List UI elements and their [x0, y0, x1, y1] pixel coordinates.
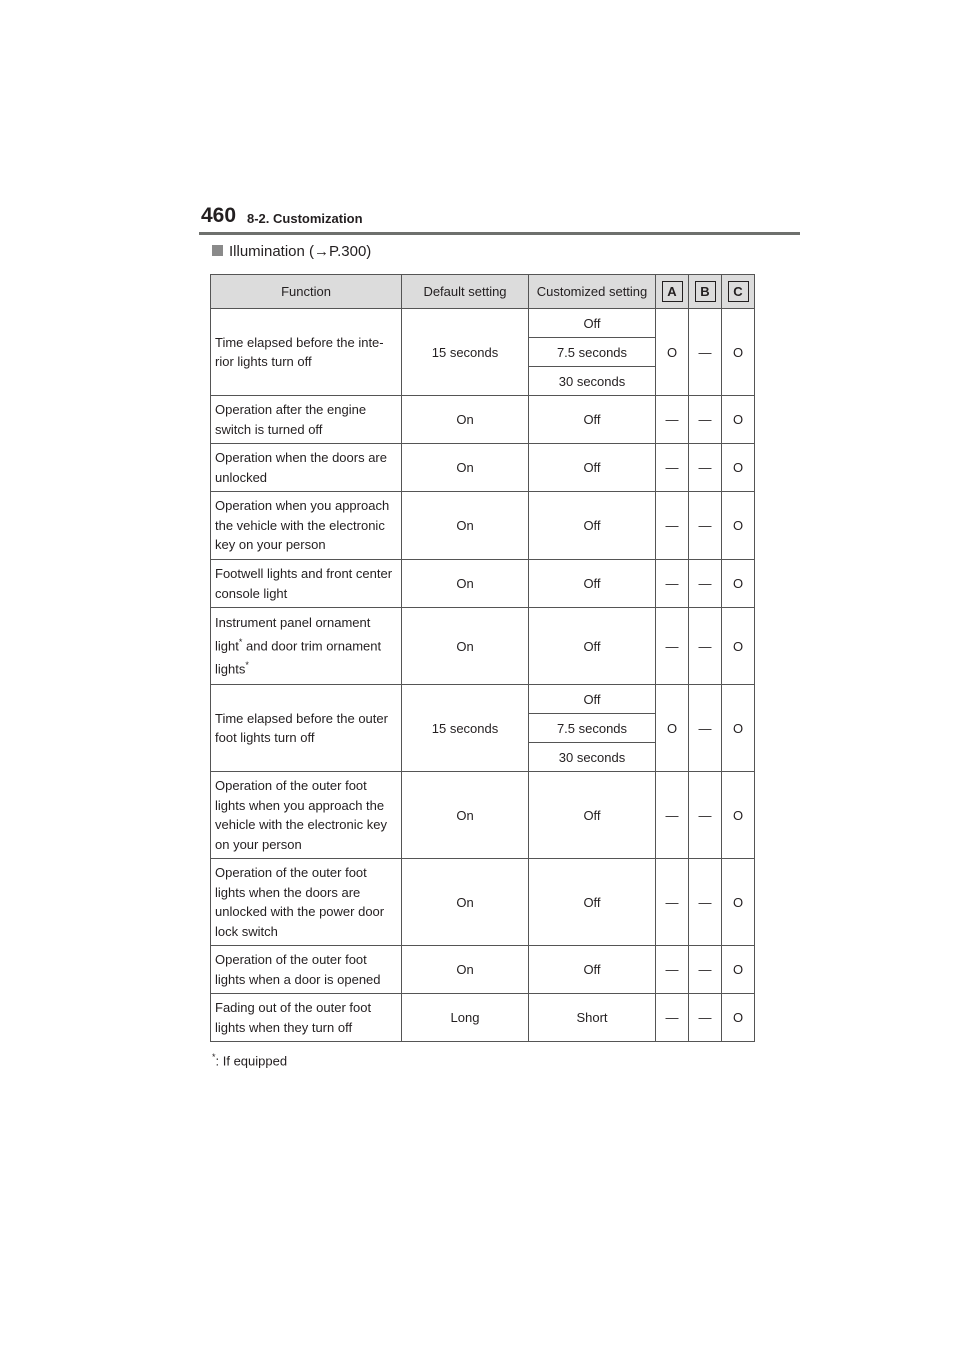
bullet-square-icon — [212, 245, 223, 256]
function-cell: Operation when the doors are unlocked — [211, 444, 402, 492]
col-c-cell: O — [722, 492, 755, 560]
header-col-c — [722, 275, 755, 309]
subsection-heading — [212, 243, 371, 260]
option-cell: 30 seconds — [529, 743, 656, 772]
option-cell: 7.5 seconds — [529, 338, 656, 367]
col-b-cell: — — [689, 560, 722, 608]
custom-cell: Off — [529, 396, 656, 444]
col-b-cell: — — [689, 994, 722, 1042]
default-cell: On — [402, 444, 529, 492]
letter-a-icon: A — [662, 281, 683, 302]
col-c-cell: O — [722, 309, 755, 396]
function-cell: Fading out of the outer foot lights when they turn off — [211, 994, 402, 1042]
function-text: and door trim ornament lights — [215, 638, 382, 677]
customization-table — [210, 274, 755, 1042]
table-row — [211, 560, 755, 608]
col-a-cell: — — [656, 994, 689, 1042]
col-c-cell: O — [722, 859, 755, 946]
col-c-cell: O — [722, 396, 755, 444]
header-col-a — [656, 275, 689, 309]
letter-c-icon: C — [728, 281, 749, 302]
col-a-cell: — — [656, 396, 689, 444]
col-a-cell: — — [656, 608, 689, 685]
function-cell: Time elapsed before the outer foot lights turn off — [211, 685, 402, 772]
col-c-cell: O — [722, 560, 755, 608]
table-row — [211, 772, 755, 859]
col-a-cell: — — [656, 946, 689, 994]
col-a-cell: O — [656, 309, 689, 396]
function-cell: Footwell lights and front center console light — [211, 560, 402, 608]
table-header-row — [211, 275, 755, 309]
col-b-cell: — — [689, 396, 722, 444]
header-rule — [199, 232, 800, 235]
col-c-cell: O — [722, 444, 755, 492]
default-cell: On — [402, 396, 529, 444]
default-cell: Long — [402, 994, 529, 1042]
function-cell: Time elapsed before the inte-rior lights turn off — [211, 309, 402, 396]
default-cell: On — [402, 772, 529, 859]
custom-cell: Off — [529, 492, 656, 560]
page-number: 460 — [201, 204, 237, 227]
table-row — [211, 492, 755, 560]
function-cell — [211, 608, 402, 685]
default-cell: 15 seconds — [402, 685, 529, 772]
function-cell: Operation of the outer foot lights when the doors are unlocked with the power door lock switch — [211, 859, 402, 946]
option-cell: 30 seconds — [529, 367, 656, 396]
default-cell: On — [402, 492, 529, 560]
col-b-cell: — — [689, 309, 722, 396]
custom-cell: Off — [529, 859, 656, 946]
default-cell: On — [402, 560, 529, 608]
function-cell: Operation when you approach the vehicle with the electronic key on your person — [211, 492, 402, 560]
col-b-cell: — — [689, 946, 722, 994]
heading-text: Illumination (→P.300) — [229, 243, 372, 260]
default-cell: On — [402, 859, 529, 946]
col-a-cell: — — [656, 772, 689, 859]
function-cell: Operation of the outer foot lights when you approach the vehicle with the electronic key on your person — [211, 772, 402, 859]
footnote-marker: * — [212, 1052, 216, 1062]
option-cell: Off — [529, 685, 656, 714]
col-b-cell: — — [689, 685, 722, 772]
header-customized: Customized setting — [529, 275, 656, 309]
col-c-cell: O — [722, 608, 755, 685]
table-row — [211, 396, 755, 444]
footnote-marker: * — [238, 636, 243, 647]
col-b-cell: — — [689, 492, 722, 560]
header-col-b — [689, 275, 722, 309]
custom-cell: Off — [529, 608, 656, 685]
col-c-cell: O — [722, 685, 755, 772]
footnote-marker: * — [245, 659, 249, 670]
function-cell: Operation of the outer foot lights when a door is opened — [211, 946, 402, 994]
col-a-cell: — — [656, 492, 689, 560]
col-b-cell: — — [689, 772, 722, 859]
col-b-cell: — — [689, 608, 722, 685]
footnote-text: : If equipped — [215, 1053, 288, 1069]
function-cell: Operation after the engine switch is turned off — [211, 396, 402, 444]
header-function: Function — [211, 275, 402, 309]
custom-cell: Off — [529, 560, 656, 608]
col-a-cell: — — [656, 560, 689, 608]
custom-cell: Short — [529, 994, 656, 1042]
custom-cell: Off — [529, 946, 656, 994]
col-a-cell: — — [656, 859, 689, 946]
col-c-cell: O — [722, 946, 755, 994]
table-row — [211, 859, 755, 946]
option-cell: Off — [529, 309, 656, 338]
col-b-cell: — — [689, 859, 722, 946]
header-default: Default setting — [402, 275, 529, 309]
function-text: Instrument panel ornament light — [215, 615, 371, 654]
table-row — [211, 946, 755, 994]
custom-cell: Off — [529, 772, 656, 859]
table-row — [211, 608, 755, 685]
section-title: 8-2. Customization — [247, 211, 363, 226]
letter-b-icon: B — [695, 281, 716, 302]
col-c-cell: O — [722, 994, 755, 1042]
col-a-cell: O — [656, 685, 689, 772]
default-cell: 15 seconds — [402, 309, 529, 396]
col-a-cell: — — [656, 444, 689, 492]
table-row — [211, 994, 755, 1042]
default-cell: On — [402, 608, 529, 685]
option-cell: 7.5 seconds — [529, 714, 656, 743]
col-b-cell: — — [689, 444, 722, 492]
custom-cell: Off — [529, 444, 656, 492]
table-row — [211, 444, 755, 492]
table-row — [211, 309, 755, 338]
default-cell: On — [402, 946, 529, 994]
col-c-cell: O — [722, 772, 755, 859]
footnote — [212, 1052, 287, 1068]
table-row — [211, 685, 755, 714]
